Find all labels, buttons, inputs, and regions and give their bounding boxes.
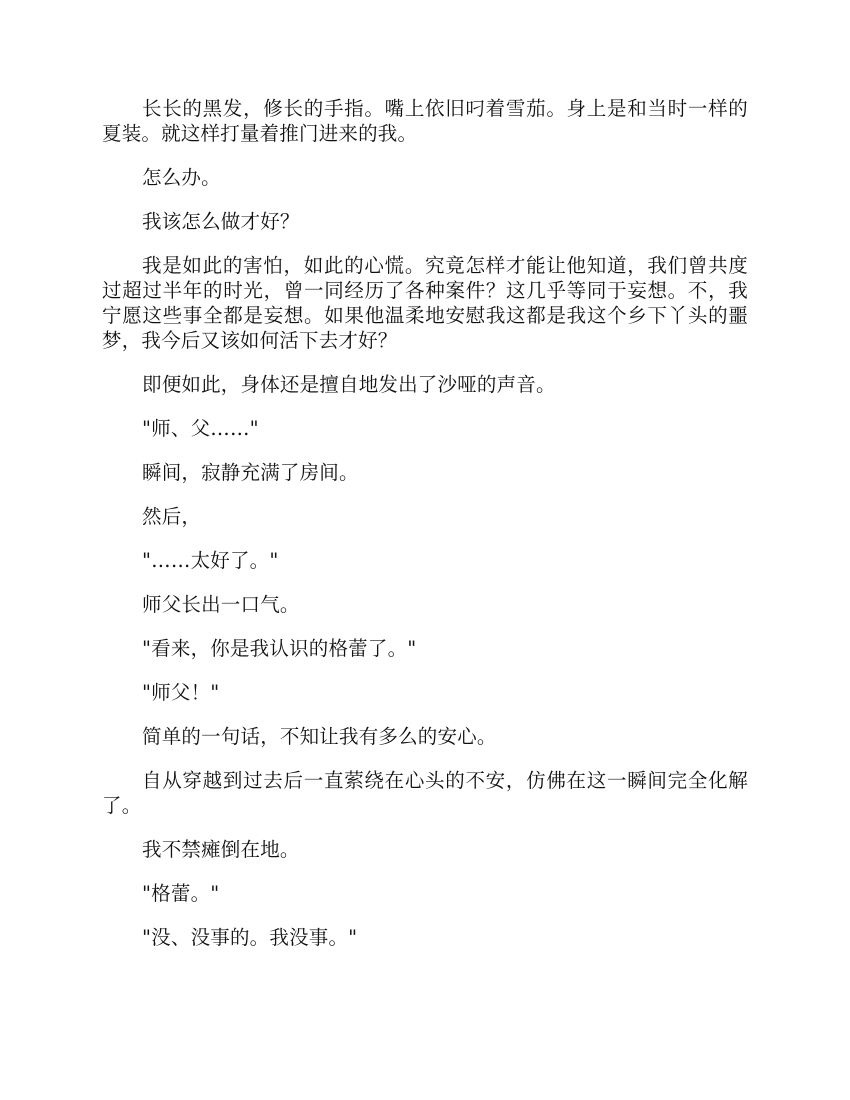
paragraph: 我是如此的害怕，如此的心慌。究竟怎样才能让他知道，我们曾共度过超过半年的时光，曾一同经历了各种案件？这几乎等同于妄想。不，我宁愿这些事全都是妄想。如果他温柔地安慰我这都是我这个乡下丫头的噩梦，我今后又该如何活下去才好？ xyxy=(102,254,748,352)
paragraph: 怎么办。 xyxy=(142,166,221,189)
paragraph: 我不禁瘫倒在地。 xyxy=(142,838,300,861)
document-page xyxy=(102,96,748,969)
dialogue-line: "师、父……" xyxy=(142,417,259,440)
paragraph: 自从穿越到过去后一直萦绕在心头的不安，仿佛在这一瞬间完全化解了。 xyxy=(102,769,748,817)
paragraph: 长长的黑发，修长的手指。嘴上依旧叼着雪茄。身上是和当时一样的夏装。就这样打量着推门进来的我。 xyxy=(102,97,748,145)
dialogue-line: "格蕾。" xyxy=(142,882,220,905)
paragraph: 即便如此，身体还是擅自地发出了沙哑的声音。 xyxy=(142,373,556,396)
paragraph: 我该怎么做才好？ xyxy=(142,210,300,233)
paragraph: 然后， xyxy=(142,505,202,528)
dialogue-line: "师父！" xyxy=(142,681,220,704)
dialogue-line: "没、没事的。我没事。" xyxy=(142,926,358,949)
paragraph: 瞬间，寂静充满了房间。 xyxy=(142,461,359,484)
paragraph: 师父长出一口气。 xyxy=(142,593,300,616)
dialogue-line: "……太好了。" xyxy=(142,549,279,572)
paragraph: 简单的一句话，不知让我有多么的安心。 xyxy=(142,725,497,748)
dialogue-line: "看来，你是我认识的格蕾了。" xyxy=(142,637,417,660)
